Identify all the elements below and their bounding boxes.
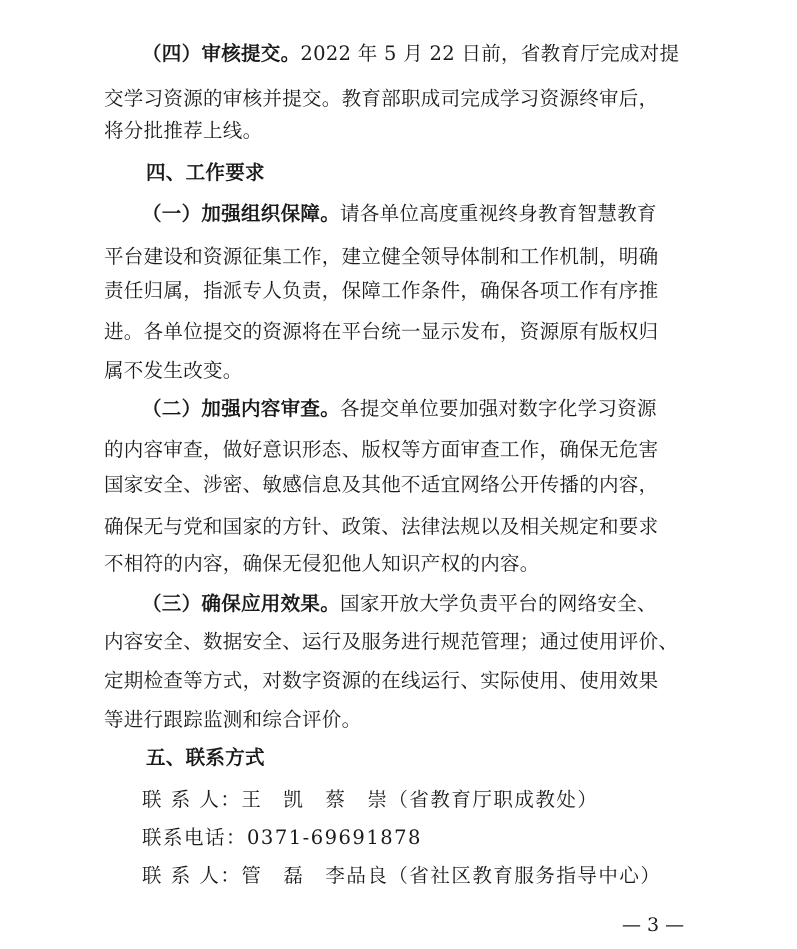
para-2-line-3: 国家安全、涉密、敏感信息及其他不适宜网络公开传播的内容， [104,473,659,496]
para-1-text-1: 请各单位高度重视终身教育智慧教育 [340,202,657,225]
para-2-text-1: 各提交单位要加强对数字化学习资源 [340,397,657,420]
para-1-line-1 [142,201,742,227]
para-4-line-2: 交学习资源的审核并提交。教育部职成司完成学习资源终审后， [104,87,659,110]
contact-line-1: 联 系 人：王 凯 蔡 崇（省教育厅职成教处） [142,788,599,811]
section-heading-requirements: 四、工作要求 [146,161,265,184]
page-number: — 3 — [622,914,685,936]
para-3-line-3: 定期检查等方式，对数字资源的在线运行、实际使用、使用效果 [104,669,659,692]
para-4-line-3: 将分批推荐上线。 [104,119,263,142]
para-3-text-1: 国家开放大学负责平台的网络安全、 [340,592,657,615]
para-2-line-5: 不相符的内容，确保无侵犯他人知识产权的内容。 [104,552,540,575]
para-2-line-1 [142,396,742,422]
para-3-line-2: 内容安全、数据安全、运行及服务进行规范管理；通过使用评价、 [104,630,679,653]
para-1-line-3: 责任归属，指派专人负责，保障工作条件，确保各项工作有序推 [104,279,659,302]
para-3-line-1 [142,591,742,617]
para-2-line-4: 确保无与党和国家的方针、政策、法律法规以及相关规定和要求 [104,515,659,538]
para-4-text-1: 2022 年 5 月 22 日前，省教育厅完成对提 [300,42,680,65]
para-3-line-4: 等进行跟踪监测和综合评价。 [104,708,362,731]
para-2-line-2: 的内容审查，做好意识形态、版权等方面审查工作，确保无危害 [104,438,659,461]
para-1-line-2: 平台建设和资源征集工作，建立健全领导体制和工作机制，明确 [104,245,659,268]
para-1-title: （一）加强组织保障。 [142,202,341,225]
contact-line-3: 联 系 人：管 磊 李品良（省社区教育服务指导中心） [142,864,662,887]
para-1-line-4: 进。各单位提交的资源将在平台统一显示发布，资源原有版权归 [104,320,659,343]
para-4-title: （四）审核提交。 [142,42,301,65]
contact-line-2: 联系电话：0371-69691878 [142,826,422,849]
para-2-title: （二）加强内容审查。 [142,397,341,420]
para-4-line-1 [142,41,742,67]
para-3-title: （三）确保应用效果。 [142,592,341,615]
para-1-line-5: 属不发生改变。 [104,359,243,382]
section-heading-contact: 五、联系方式 [146,746,265,769]
